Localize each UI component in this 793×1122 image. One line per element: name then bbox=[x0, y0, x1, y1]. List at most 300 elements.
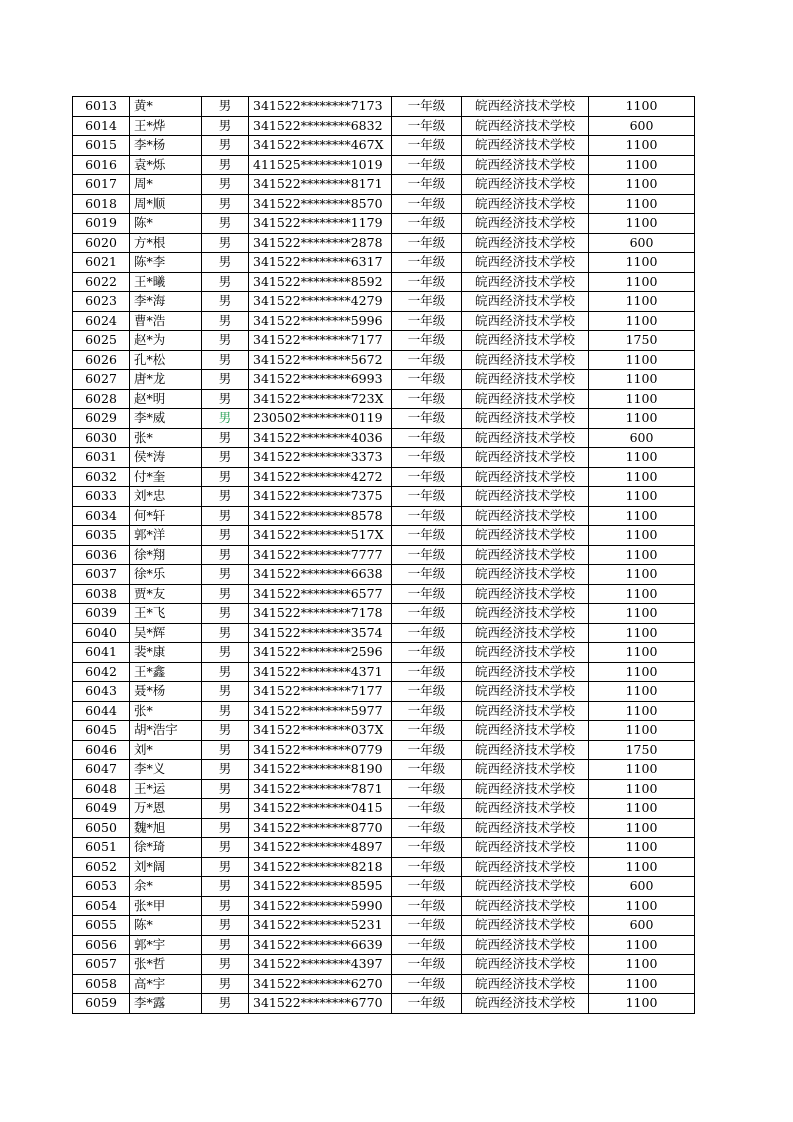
name-cell: 侯*涛 bbox=[130, 448, 202, 468]
row-number-cell: 6055 bbox=[73, 916, 130, 936]
name-cell: 李*海 bbox=[130, 292, 202, 312]
grade-cell: 一年级 bbox=[392, 643, 462, 663]
gender-cell: 男 bbox=[202, 701, 249, 721]
name-cell: 余* bbox=[130, 877, 202, 897]
amount-cell: 1100 bbox=[589, 682, 695, 702]
grade-cell: 一年级 bbox=[392, 682, 462, 702]
grade-cell: 一年级 bbox=[392, 409, 462, 429]
amount-cell: 1100 bbox=[589, 662, 695, 682]
gender-cell: 男 bbox=[202, 779, 249, 799]
name-cell: 张*哲 bbox=[130, 955, 202, 975]
gender-cell: 男 bbox=[202, 994, 249, 1014]
amount-cell: 1100 bbox=[589, 155, 695, 175]
grade-cell: 一年级 bbox=[392, 604, 462, 624]
name-cell: 聂*杨 bbox=[130, 682, 202, 702]
name-cell: 胡*浩宇 bbox=[130, 721, 202, 741]
table-row bbox=[73, 838, 695, 858]
row-number-cell: 6056 bbox=[73, 935, 130, 955]
amount-cell: 1750 bbox=[589, 740, 695, 760]
table-row bbox=[73, 428, 695, 448]
id-number-cell: 341522********3373 bbox=[249, 448, 392, 468]
row-number-cell: 6020 bbox=[73, 233, 130, 253]
id-number-cell: 341522********6270 bbox=[249, 974, 392, 994]
gender-cell: 男 bbox=[202, 175, 249, 195]
name-cell: 郭*宇 bbox=[130, 935, 202, 955]
table-row bbox=[73, 994, 695, 1014]
row-number-cell: 6016 bbox=[73, 155, 130, 175]
amount-cell: 1100 bbox=[589, 253, 695, 273]
amount-cell: 1100 bbox=[589, 701, 695, 721]
row-number-cell: 6038 bbox=[73, 584, 130, 604]
grade-cell: 一年级 bbox=[392, 175, 462, 195]
row-number-cell: 6041 bbox=[73, 643, 130, 663]
school-cell: 皖西经济技术学校 bbox=[462, 448, 589, 468]
row-number-cell: 6015 bbox=[73, 136, 130, 156]
table-row bbox=[73, 877, 695, 897]
gender-cell: 男 bbox=[202, 662, 249, 682]
school-cell: 皖西经济技术学校 bbox=[462, 175, 589, 195]
table-row bbox=[73, 409, 695, 429]
table-row bbox=[73, 506, 695, 526]
grade-cell: 一年级 bbox=[392, 233, 462, 253]
row-number-cell: 6028 bbox=[73, 389, 130, 409]
grade-cell: 一年级 bbox=[392, 331, 462, 351]
table-row bbox=[73, 935, 695, 955]
school-cell: 皖西经济技术学校 bbox=[462, 194, 589, 214]
id-number-cell: 341522********4036 bbox=[249, 428, 392, 448]
gender-cell: 男 bbox=[202, 136, 249, 156]
id-number-cell: 411525********1019 bbox=[249, 155, 392, 175]
row-number-cell: 6043 bbox=[73, 682, 130, 702]
table-row bbox=[73, 116, 695, 136]
gender-cell: 男 bbox=[202, 448, 249, 468]
row-number-cell: 6040 bbox=[73, 623, 130, 643]
school-cell: 皖西经济技术学校 bbox=[462, 370, 589, 390]
school-cell: 皖西经济技术学校 bbox=[462, 935, 589, 955]
gender-cell: 男 bbox=[202, 233, 249, 253]
id-number-cell: 341522********7871 bbox=[249, 779, 392, 799]
name-cell: 曹*浩 bbox=[130, 311, 202, 331]
amount-cell: 1100 bbox=[589, 623, 695, 643]
school-cell: 皖西经济技术学校 bbox=[462, 701, 589, 721]
row-number-cell: 6037 bbox=[73, 565, 130, 585]
name-cell: 徐*乐 bbox=[130, 565, 202, 585]
table-row bbox=[73, 916, 695, 936]
school-cell: 皖西经济技术学校 bbox=[462, 877, 589, 897]
row-number-cell: 6039 bbox=[73, 604, 130, 624]
row-number-cell: 6021 bbox=[73, 253, 130, 273]
amount-cell: 600 bbox=[589, 877, 695, 897]
table-row bbox=[73, 214, 695, 234]
gender-cell: 男 bbox=[202, 682, 249, 702]
amount-cell: 1100 bbox=[589, 194, 695, 214]
amount-cell: 1750 bbox=[589, 331, 695, 351]
id-number-cell: 341522********4897 bbox=[249, 838, 392, 858]
table-row bbox=[73, 584, 695, 604]
id-number-cell: 341522********037X bbox=[249, 721, 392, 741]
id-number-cell: 341522********2596 bbox=[249, 643, 392, 663]
school-cell: 皖西经济技术学校 bbox=[462, 623, 589, 643]
gender-cell: 男 bbox=[202, 350, 249, 370]
row-number-cell: 6025 bbox=[73, 331, 130, 351]
gender-cell: 男 bbox=[202, 857, 249, 877]
row-number-cell: 6051 bbox=[73, 838, 130, 858]
row-number-cell: 6022 bbox=[73, 272, 130, 292]
gender-cell: 男 bbox=[202, 760, 249, 780]
school-cell: 皖西经济技术学校 bbox=[462, 233, 589, 253]
row-number-cell: 6054 bbox=[73, 896, 130, 916]
name-cell: 裴*康 bbox=[130, 643, 202, 663]
table-row bbox=[73, 272, 695, 292]
amount-cell: 1100 bbox=[589, 97, 695, 117]
grade-cell: 一年级 bbox=[392, 857, 462, 877]
row-number-cell: 6013 bbox=[73, 97, 130, 117]
row-number-cell: 6048 bbox=[73, 779, 130, 799]
school-cell: 皖西经济技术学校 bbox=[462, 584, 589, 604]
amount-cell: 1100 bbox=[589, 526, 695, 546]
table-row bbox=[73, 526, 695, 546]
school-cell: 皖西经济技术学校 bbox=[462, 389, 589, 409]
grade-cell: 一年级 bbox=[392, 799, 462, 819]
school-cell: 皖西经济技术学校 bbox=[462, 838, 589, 858]
grade-cell: 一年级 bbox=[392, 974, 462, 994]
grade-cell: 一年级 bbox=[392, 701, 462, 721]
id-number-cell: 341522********7173 bbox=[249, 97, 392, 117]
school-cell: 皖西经济技术学校 bbox=[462, 545, 589, 565]
id-number-cell: 341522********1179 bbox=[249, 214, 392, 234]
amount-cell: 1100 bbox=[589, 818, 695, 838]
name-cell: 徐*琦 bbox=[130, 838, 202, 858]
name-cell: 张*甲 bbox=[130, 896, 202, 916]
table-row bbox=[73, 955, 695, 975]
school-cell: 皖西经济技术学校 bbox=[462, 740, 589, 760]
gender-cell: 男 bbox=[202, 214, 249, 234]
gender-cell: 男 bbox=[202, 877, 249, 897]
id-number-cell: 341522********4397 bbox=[249, 955, 392, 975]
name-cell: 何*轩 bbox=[130, 506, 202, 526]
id-number-cell: 341522********6832 bbox=[249, 116, 392, 136]
id-number-cell: 341522********6993 bbox=[249, 370, 392, 390]
school-cell: 皖西经济技术学校 bbox=[462, 604, 589, 624]
gender-cell: 男 bbox=[202, 955, 249, 975]
amount-cell: 1100 bbox=[589, 584, 695, 604]
amount-cell: 1100 bbox=[589, 175, 695, 195]
name-cell: 周* bbox=[130, 175, 202, 195]
row-number-cell: 6031 bbox=[73, 448, 130, 468]
id-number-cell: 341522********8595 bbox=[249, 877, 392, 897]
amount-cell: 600 bbox=[589, 428, 695, 448]
amount-cell: 1100 bbox=[589, 604, 695, 624]
grade-cell: 一年级 bbox=[392, 955, 462, 975]
grade-cell: 一年级 bbox=[392, 467, 462, 487]
name-cell: 王*飞 bbox=[130, 604, 202, 624]
name-cell: 徐*翔 bbox=[130, 545, 202, 565]
row-number-cell: 6052 bbox=[73, 857, 130, 877]
grade-cell: 一年级 bbox=[392, 448, 462, 468]
amount-cell: 1100 bbox=[589, 409, 695, 429]
name-cell: 陈*李 bbox=[130, 253, 202, 273]
row-number-cell: 6047 bbox=[73, 760, 130, 780]
row-number-cell: 6027 bbox=[73, 370, 130, 390]
grade-cell: 一年级 bbox=[392, 994, 462, 1014]
grade-cell: 一年级 bbox=[392, 721, 462, 741]
row-number-cell: 6026 bbox=[73, 350, 130, 370]
table-row bbox=[73, 331, 695, 351]
school-cell: 皖西经济技术学校 bbox=[462, 896, 589, 916]
row-number-cell: 6046 bbox=[73, 740, 130, 760]
gender-cell: 男 bbox=[202, 565, 249, 585]
id-number-cell: 341522********5996 bbox=[249, 311, 392, 331]
gender-cell: 男 bbox=[202, 935, 249, 955]
table-row bbox=[73, 97, 695, 117]
id-number-cell: 341522********723X bbox=[249, 389, 392, 409]
table-row bbox=[73, 389, 695, 409]
row-number-cell: 6029 bbox=[73, 409, 130, 429]
table-body bbox=[73, 97, 695, 1014]
amount-cell: 1100 bbox=[589, 214, 695, 234]
gender-cell: 男 bbox=[202, 292, 249, 312]
grade-cell: 一年级 bbox=[392, 292, 462, 312]
amount-cell: 1100 bbox=[589, 370, 695, 390]
table-row bbox=[73, 448, 695, 468]
row-number-cell: 6053 bbox=[73, 877, 130, 897]
gender-cell: 男 bbox=[202, 467, 249, 487]
amount-cell: 1100 bbox=[589, 389, 695, 409]
gender-cell: 男 bbox=[202, 721, 249, 741]
id-number-cell: 341522********8570 bbox=[249, 194, 392, 214]
grade-cell: 一年级 bbox=[392, 760, 462, 780]
name-cell: 刘*阔 bbox=[130, 857, 202, 877]
amount-cell: 1100 bbox=[589, 955, 695, 975]
school-cell: 皖西经济技术学校 bbox=[462, 916, 589, 936]
name-cell: 李*义 bbox=[130, 760, 202, 780]
gender-cell: 男 bbox=[202, 370, 249, 390]
amount-cell: 1100 bbox=[589, 799, 695, 819]
id-number-cell: 341522********8218 bbox=[249, 857, 392, 877]
name-cell: 魏*旭 bbox=[130, 818, 202, 838]
school-cell: 皖西经济技术学校 bbox=[462, 662, 589, 682]
id-number-cell: 341522********3574 bbox=[249, 623, 392, 643]
gender-cell: 男 bbox=[202, 818, 249, 838]
row-number-cell: 6049 bbox=[73, 799, 130, 819]
school-cell: 皖西经济技术学校 bbox=[462, 350, 589, 370]
grade-cell: 一年级 bbox=[392, 155, 462, 175]
table-row bbox=[73, 136, 695, 156]
id-number-cell: 341522********6639 bbox=[249, 935, 392, 955]
school-cell: 皖西经济技术学校 bbox=[462, 760, 589, 780]
grade-cell: 一年级 bbox=[392, 370, 462, 390]
name-cell: 张* bbox=[130, 701, 202, 721]
name-cell: 王*鑫 bbox=[130, 662, 202, 682]
row-number-cell: 6050 bbox=[73, 818, 130, 838]
school-cell: 皖西经济技术学校 bbox=[462, 565, 589, 585]
table-row bbox=[73, 175, 695, 195]
grade-cell: 一年级 bbox=[392, 916, 462, 936]
table-row bbox=[73, 311, 695, 331]
row-number-cell: 6032 bbox=[73, 467, 130, 487]
row-number-cell: 6044 bbox=[73, 701, 130, 721]
grade-cell: 一年级 bbox=[392, 428, 462, 448]
amount-cell: 600 bbox=[589, 916, 695, 936]
school-cell: 皖西经济技术学校 bbox=[462, 409, 589, 429]
id-number-cell: 341522********7777 bbox=[249, 545, 392, 565]
id-number-cell: 341522********467X bbox=[249, 136, 392, 156]
name-cell: 黄* bbox=[130, 97, 202, 117]
school-cell: 皖西经济技术学校 bbox=[462, 253, 589, 273]
id-number-cell: 341522********8770 bbox=[249, 818, 392, 838]
id-number-cell: 341522********7178 bbox=[249, 604, 392, 624]
gender-cell: 男 bbox=[202, 838, 249, 858]
school-cell: 皖西经济技术学校 bbox=[462, 643, 589, 663]
grade-cell: 一年级 bbox=[392, 623, 462, 643]
grade-cell: 一年级 bbox=[392, 779, 462, 799]
gender-cell: 男 bbox=[202, 389, 249, 409]
name-cell: 郭*洋 bbox=[130, 526, 202, 546]
amount-cell: 1100 bbox=[589, 838, 695, 858]
amount-cell: 1100 bbox=[589, 448, 695, 468]
name-cell: 李*威 bbox=[130, 409, 202, 429]
name-cell: 王*运 bbox=[130, 779, 202, 799]
name-cell: 付*奎 bbox=[130, 467, 202, 487]
school-cell: 皖西经济技术学校 bbox=[462, 487, 589, 507]
id-number-cell: 230502********0119 bbox=[249, 409, 392, 429]
gender-cell: 男 bbox=[202, 194, 249, 214]
grade-cell: 一年级 bbox=[392, 877, 462, 897]
id-number-cell: 341522********4279 bbox=[249, 292, 392, 312]
school-cell: 皖西经济技术学校 bbox=[462, 721, 589, 741]
id-number-cell: 341522********7375 bbox=[249, 487, 392, 507]
table-row bbox=[73, 253, 695, 273]
grade-cell: 一年级 bbox=[392, 565, 462, 585]
school-cell: 皖西经济技术学校 bbox=[462, 526, 589, 546]
grade-cell: 一年级 bbox=[392, 389, 462, 409]
table-row bbox=[73, 760, 695, 780]
table-row bbox=[73, 487, 695, 507]
grade-cell: 一年级 bbox=[392, 584, 462, 604]
school-cell: 皖西经济技术学校 bbox=[462, 136, 589, 156]
name-cell: 张* bbox=[130, 428, 202, 448]
id-number-cell: 341522********8578 bbox=[249, 506, 392, 526]
table-row bbox=[73, 857, 695, 877]
amount-cell: 600 bbox=[589, 233, 695, 253]
id-number-cell: 341522********517X bbox=[249, 526, 392, 546]
grade-cell: 一年级 bbox=[392, 136, 462, 156]
name-cell: 李*露 bbox=[130, 994, 202, 1014]
student-subsidy-table bbox=[72, 96, 695, 1014]
id-number-cell: 341522********8190 bbox=[249, 760, 392, 780]
amount-cell: 1100 bbox=[589, 935, 695, 955]
gender-cell: 男 bbox=[202, 331, 249, 351]
amount-cell: 1100 bbox=[589, 779, 695, 799]
amount-cell: 1100 bbox=[589, 760, 695, 780]
table-row bbox=[73, 799, 695, 819]
grade-cell: 一年级 bbox=[392, 194, 462, 214]
gender-cell: 男 bbox=[202, 604, 249, 624]
grade-cell: 一年级 bbox=[392, 818, 462, 838]
row-number-cell: 6034 bbox=[73, 506, 130, 526]
id-number-cell: 341522********4371 bbox=[249, 662, 392, 682]
id-number-cell: 341522********5672 bbox=[249, 350, 392, 370]
grade-cell: 一年级 bbox=[392, 838, 462, 858]
amount-cell: 1100 bbox=[589, 272, 695, 292]
grade-cell: 一年级 bbox=[392, 526, 462, 546]
id-number-cell: 341522********0415 bbox=[249, 799, 392, 819]
amount-cell: 1100 bbox=[589, 974, 695, 994]
school-cell: 皖西经济技术学校 bbox=[462, 116, 589, 136]
grade-cell: 一年级 bbox=[392, 506, 462, 526]
school-cell: 皖西经济技术学校 bbox=[462, 311, 589, 331]
row-number-cell: 6033 bbox=[73, 487, 130, 507]
table-row bbox=[73, 292, 695, 312]
table-row bbox=[73, 740, 695, 760]
school-cell: 皖西经济技术学校 bbox=[462, 994, 589, 1014]
school-cell: 皖西经济技术学校 bbox=[462, 799, 589, 819]
amount-cell: 1100 bbox=[589, 506, 695, 526]
name-cell: 吴*辉 bbox=[130, 623, 202, 643]
id-number-cell: 341522********6770 bbox=[249, 994, 392, 1014]
amount-cell: 1100 bbox=[589, 721, 695, 741]
amount-cell: 1100 bbox=[589, 565, 695, 585]
name-cell: 周*顺 bbox=[130, 194, 202, 214]
grade-cell: 一年级 bbox=[392, 253, 462, 273]
name-cell: 唐*龙 bbox=[130, 370, 202, 390]
gender-cell: 男 bbox=[202, 253, 249, 273]
school-cell: 皖西经济技术学校 bbox=[462, 155, 589, 175]
id-number-cell: 341522********2878 bbox=[249, 233, 392, 253]
school-cell: 皖西经济技术学校 bbox=[462, 214, 589, 234]
name-cell: 袁*烁 bbox=[130, 155, 202, 175]
name-cell: 万*恩 bbox=[130, 799, 202, 819]
row-number-cell: 6030 bbox=[73, 428, 130, 448]
name-cell: 赵*为 bbox=[130, 331, 202, 351]
name-cell: 陈* bbox=[130, 916, 202, 936]
grade-cell: 一年级 bbox=[392, 350, 462, 370]
table-row bbox=[73, 350, 695, 370]
gender-cell: 男 bbox=[202, 409, 249, 429]
school-cell: 皖西经济技术学校 bbox=[462, 857, 589, 877]
table-row bbox=[73, 623, 695, 643]
gender-cell: 男 bbox=[202, 643, 249, 663]
id-number-cell: 341522********8171 bbox=[249, 175, 392, 195]
amount-cell: 600 bbox=[589, 116, 695, 136]
amount-cell: 1100 bbox=[589, 643, 695, 663]
grade-cell: 一年级 bbox=[392, 545, 462, 565]
table-row bbox=[73, 233, 695, 253]
id-number-cell: 341522********6638 bbox=[249, 565, 392, 585]
id-number-cell: 341522********4272 bbox=[249, 467, 392, 487]
school-cell: 皖西经济技术学校 bbox=[462, 955, 589, 975]
school-cell: 皖西经济技术学校 bbox=[462, 506, 589, 526]
amount-cell: 1100 bbox=[589, 292, 695, 312]
row-number-cell: 6017 bbox=[73, 175, 130, 195]
grade-cell: 一年级 bbox=[392, 214, 462, 234]
id-number-cell: 341522********6577 bbox=[249, 584, 392, 604]
name-cell: 高*宇 bbox=[130, 974, 202, 994]
id-number-cell: 341522********8592 bbox=[249, 272, 392, 292]
row-number-cell: 6024 bbox=[73, 311, 130, 331]
gender-cell: 男 bbox=[202, 506, 249, 526]
grade-cell: 一年级 bbox=[392, 487, 462, 507]
amount-cell: 1100 bbox=[589, 311, 695, 331]
id-number-cell: 341522********5231 bbox=[249, 916, 392, 936]
grade-cell: 一年级 bbox=[392, 662, 462, 682]
row-number-cell: 6042 bbox=[73, 662, 130, 682]
row-number-cell: 6014 bbox=[73, 116, 130, 136]
gender-cell: 男 bbox=[202, 97, 249, 117]
school-cell: 皖西经济技术学校 bbox=[462, 97, 589, 117]
grade-cell: 一年级 bbox=[392, 740, 462, 760]
gender-cell: 男 bbox=[202, 272, 249, 292]
